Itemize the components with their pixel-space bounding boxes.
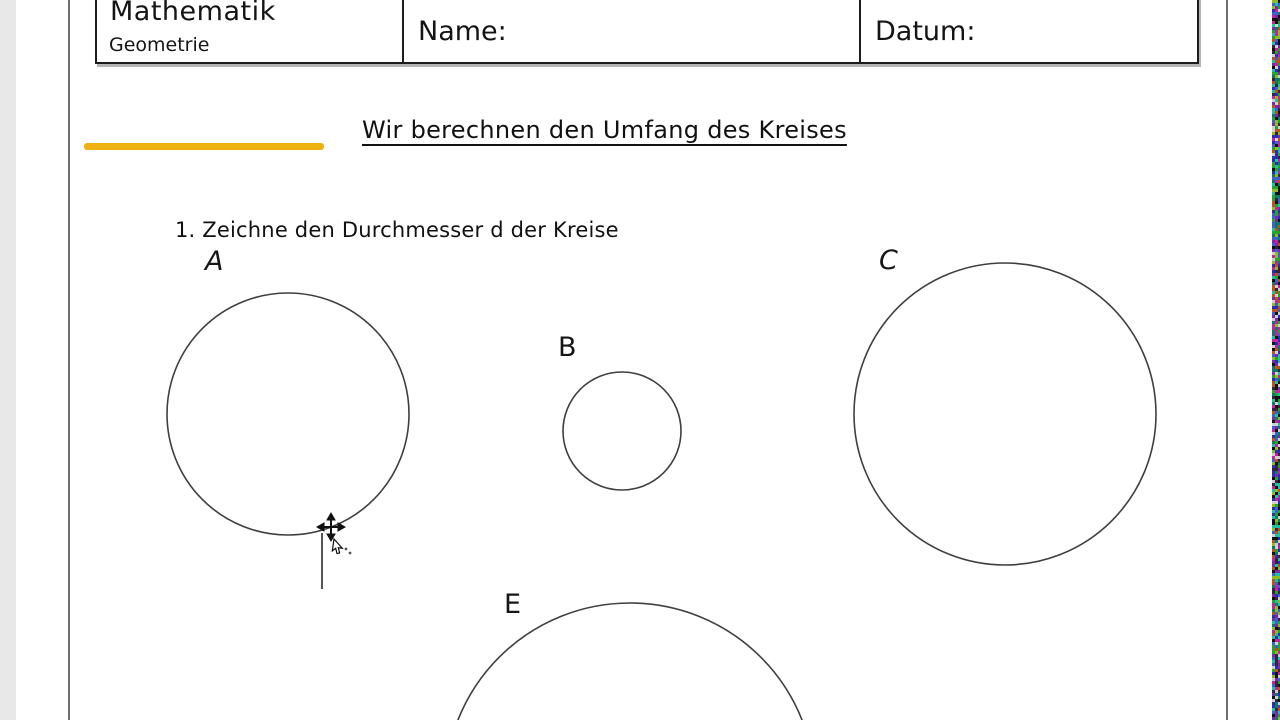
subject-subtopic: Geometrie — [109, 34, 210, 56]
circle-label-c: C — [879, 245, 898, 276]
subject-title: Mathematik — [110, 0, 276, 27]
circle-b — [563, 372, 681, 490]
datum-label: Datum: — [875, 16, 976, 47]
name-label: Name: — [418, 16, 507, 47]
circle-label-a: A — [205, 246, 224, 277]
circle-a — [167, 293, 409, 535]
worksheet-title: Wir berechnen den Umfang des Kreises — [362, 116, 847, 144]
circle-label-e: E — [504, 589, 522, 620]
circle-label-b: B — [558, 332, 577, 363]
task-1-text: 1. Zeichne den Durchmesser d der Kreise — [175, 218, 619, 242]
circle-c — [854, 263, 1156, 565]
circle-e — [445, 603, 815, 720]
pointer-arrow-icon — [332, 539, 343, 554]
